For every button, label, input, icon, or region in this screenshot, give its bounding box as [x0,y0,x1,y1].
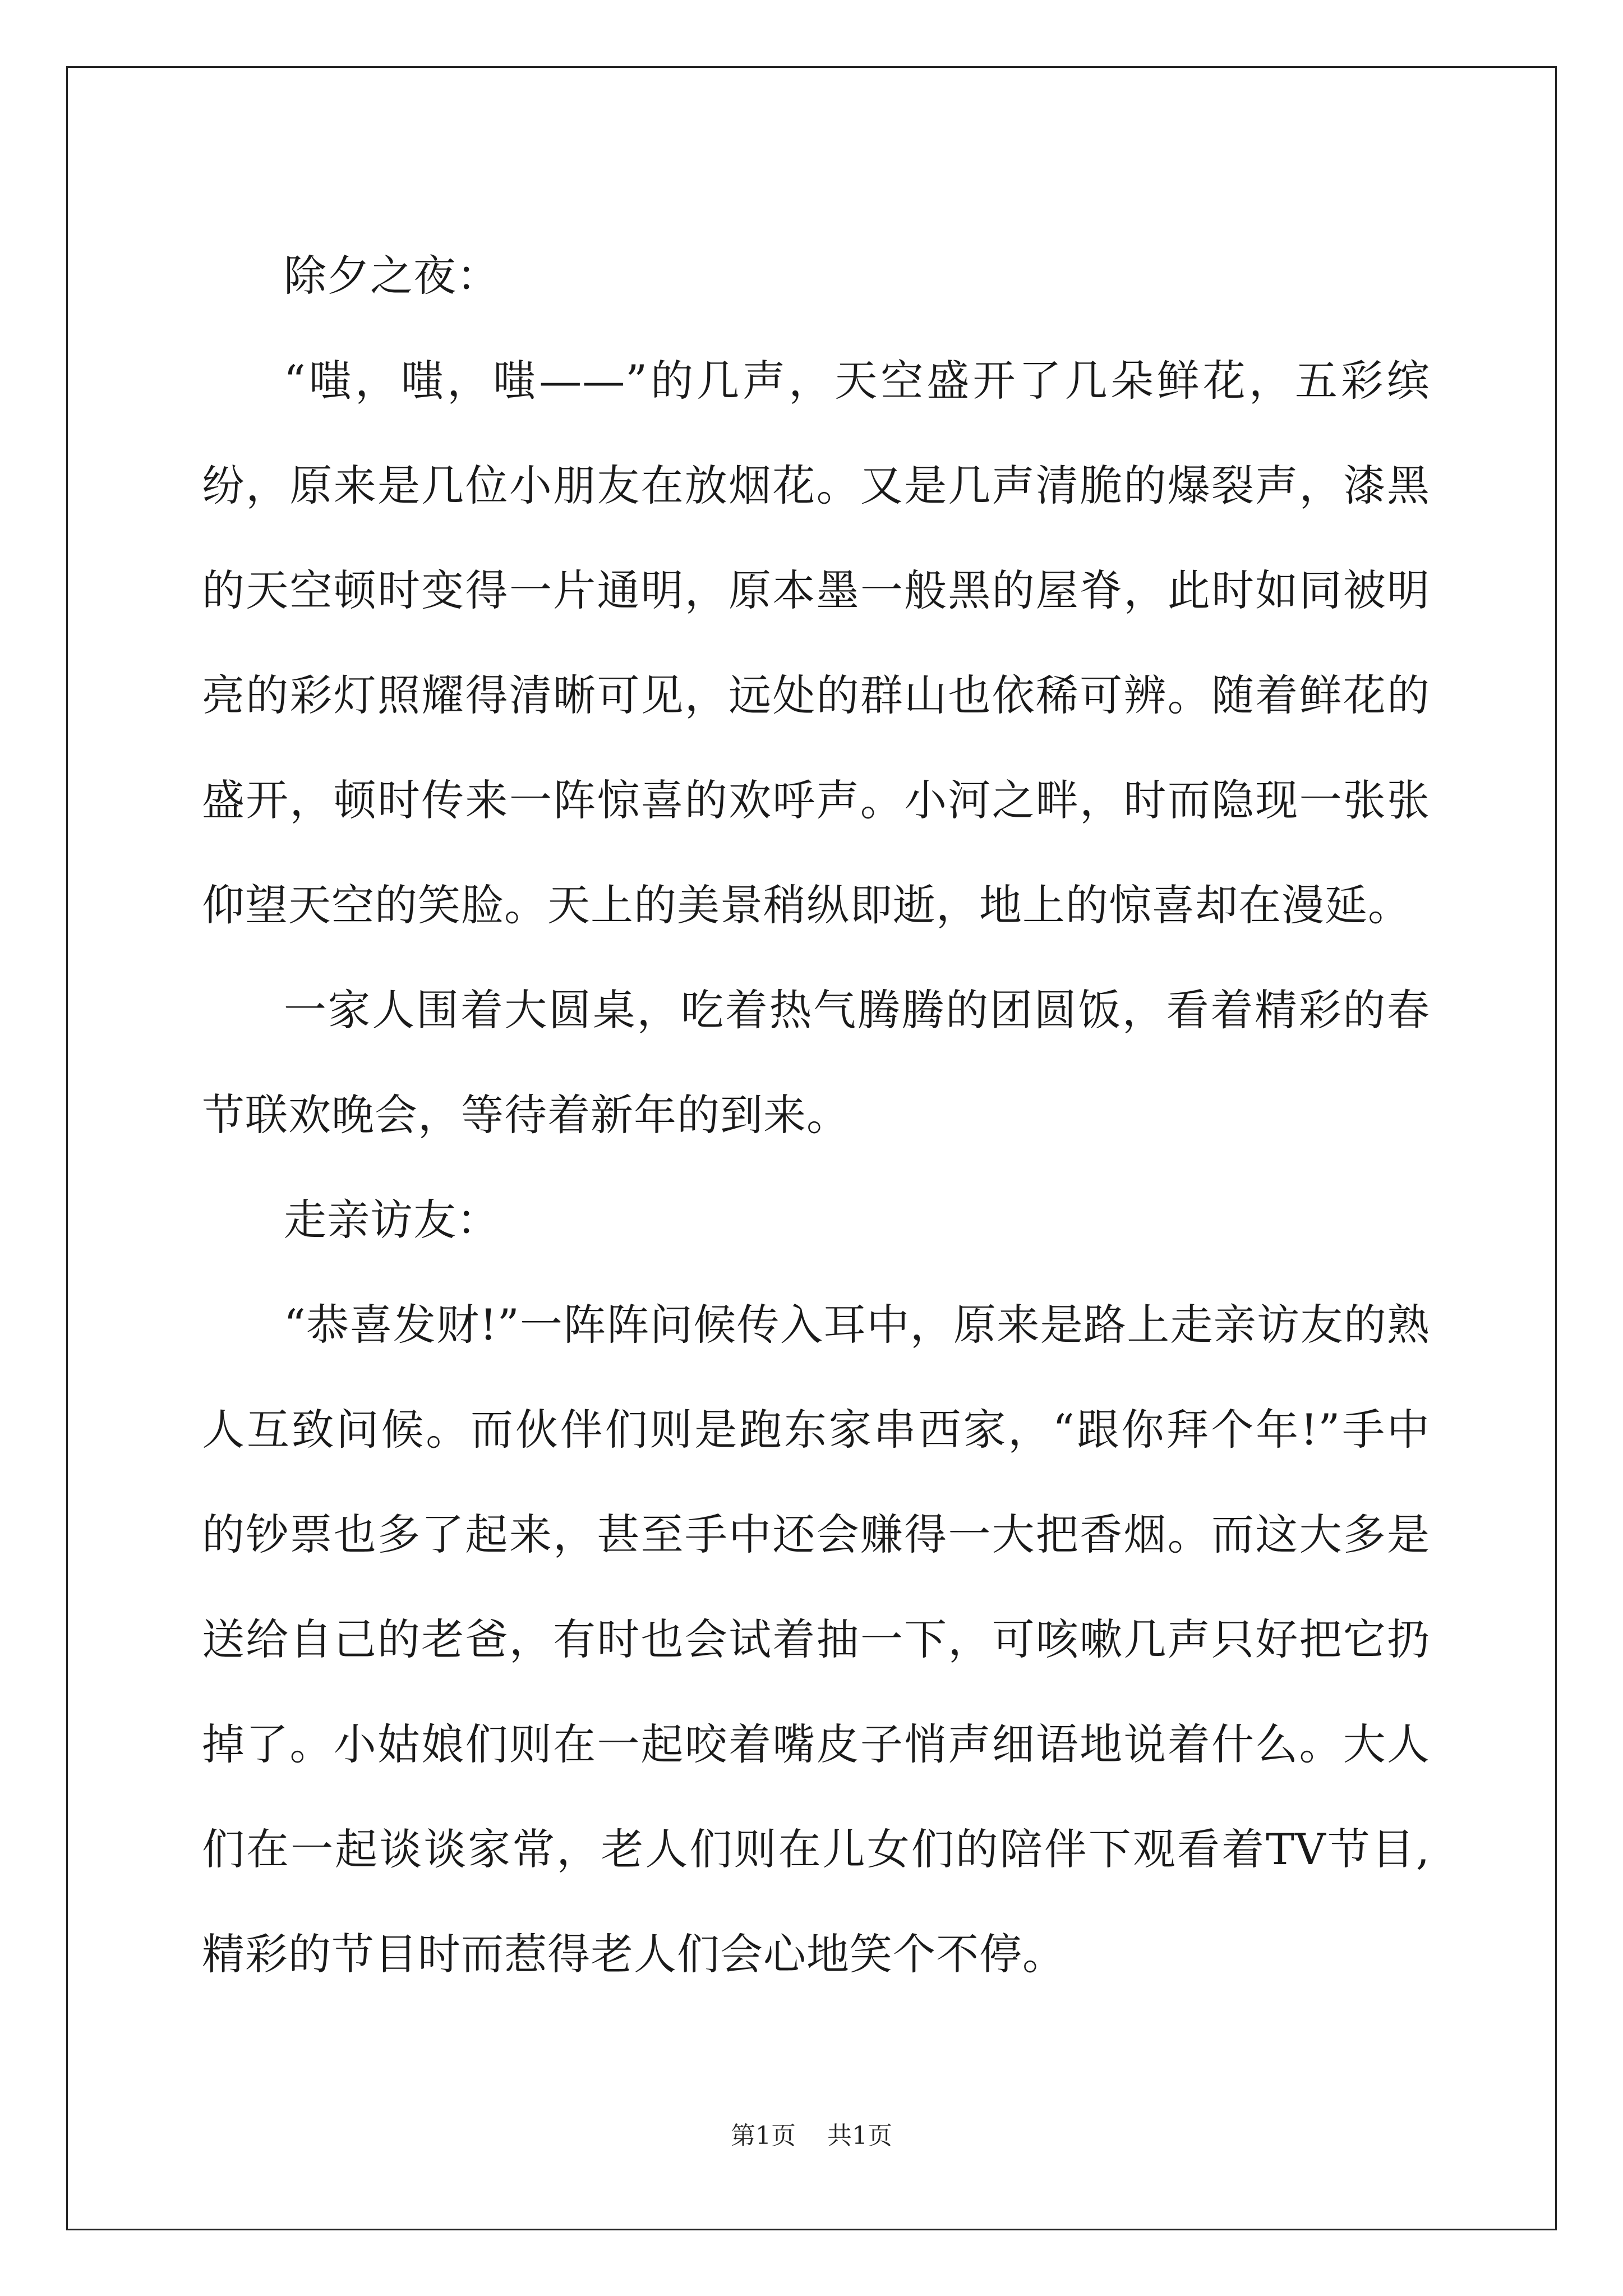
document-body [202,223,1430,2007]
paragraph-new-year-greetings: “恭喜发财!”一阵阵问候传入耳中，原来是路上走亲访友的熟人互致问候。而伙伴们则是跑东家串西家，“跟你拜个年!”手中的钞票也多了起来，甚至手中还会赚得一大把香烟。而这大多是送给自己的老爸，有时也会试着抽一下，可咳嗽几声只好把它扔掉了。小姑娘们则在一起咬着嘴皮子悄声细语地说着什么。大人们在一起谈谈家常，老人们则在儿女们的陪伴下观看着TV节目,精彩的节目时而惹得老人们会心地笑个不停。 [202,1300,1430,1979]
paragraph-fireworks: “嗤，嗤，嗤——”的几声，天空盛开了几朵鲜花，五彩缤纷，原来是几位小朋友在放烟花。又是几声清脆的爆裂声，漆黑的天空顿时变得一片通明，原本墨一般黑的屋脊，此时如同被明亮的彩灯照耀得清晰可见，远处的群山也依稀可辨。随着鲜花的盛开，顿时传来一阵惊喜的欢呼声。小河之畔，时而隐现一张张仰望天空的笑脸。天上的美景稍纵即逝，地上的惊喜却在漫延。 [202,356,1430,930]
paragraph-reunion-dinner: 一家人围着大圆桌，吃着热气腾腾的团圆饭，看着精彩的春节联欢晚会，等待着新年的到来。 [202,985,1430,1140]
page-footer [0,2119,1623,2153]
section-heading-new-years-eve: 除夕之夜： [284,251,500,301]
section-heading-visiting-relatives: 走亲访友： [284,1195,500,1245]
page-number: 第1页 [731,2122,796,2150]
page-total: 共1页 [827,2122,892,2150]
